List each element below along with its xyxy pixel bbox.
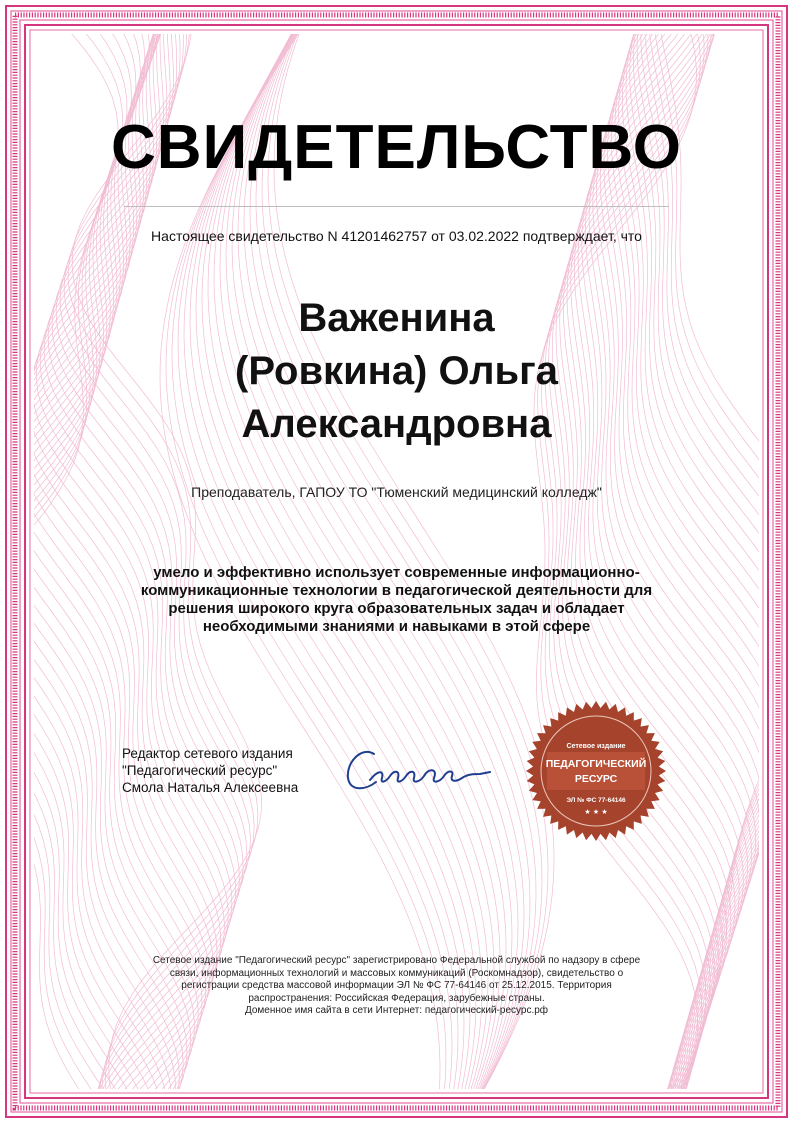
recipient-position: Преподаватель, ГАПОУ ТО "Тюменский медицинский колледж" xyxy=(191,484,602,500)
title-divider xyxy=(124,206,669,207)
registration-footer xyxy=(118,955,675,1018)
seal-main-text: ПЕДАГОГИЧЕСКИЙ xyxy=(545,758,647,770)
recipient-name-line: Александровна xyxy=(241,402,552,446)
recipient-name xyxy=(0,292,793,451)
footer-line: связи, информационных технологий и массовых коммуникаций (Роскомнадзор), свидетельство о xyxy=(169,967,624,979)
editor-signature xyxy=(340,740,500,800)
publisher-seal xyxy=(525,700,667,842)
recipient-name-line: (Ровкина) Ольга xyxy=(235,349,558,393)
certificate-statement: умело и эффективно использует современные информационно-коммуникационные технологии в педагогической деятельности для решения широкого круга образовательных задач и обладает необходимыми знаниями и навыками в этой сфере xyxy=(140,564,653,635)
recipient-name-line: Важенина xyxy=(298,296,495,340)
certificate-title: СВИДЕТЕЛЬСТВО xyxy=(111,113,682,182)
footer-line: Доменное имя сайта в сети Интернет: педагогический-ресурс.рф xyxy=(244,1005,549,1017)
seal-stars: ★ ★ ★ xyxy=(584,808,608,816)
editor-line: "Педагогический ресурс" xyxy=(122,763,278,778)
seal-main-text: РЕСУРС xyxy=(574,773,618,785)
editor-line: Смола Наталья Алексеевна xyxy=(122,780,299,795)
footer-line: Сетевое издание "Педагогический ресурс" зарегистрировано Федеральной службой по надзору в сфере xyxy=(152,955,641,966)
editor-block xyxy=(122,745,298,796)
seal-registration-number: ЭЛ № ФС 77-64146 xyxy=(566,797,626,804)
footer-line: распространения: Российская Федерация, зарубежные страны. xyxy=(248,992,545,1004)
certificate-number-line: Настоящее свидетельство N 41201462757 от 03.02.2022 подтверждает, что xyxy=(151,228,642,244)
footer-line: регистрации средства массовой информации ЭЛ № ФС 77-64146 от 25.12.2015. Территория xyxy=(181,980,612,992)
editor-line: Редактор сетевого издания xyxy=(122,746,293,761)
seal-top-text: Сетевое издание xyxy=(566,743,626,750)
